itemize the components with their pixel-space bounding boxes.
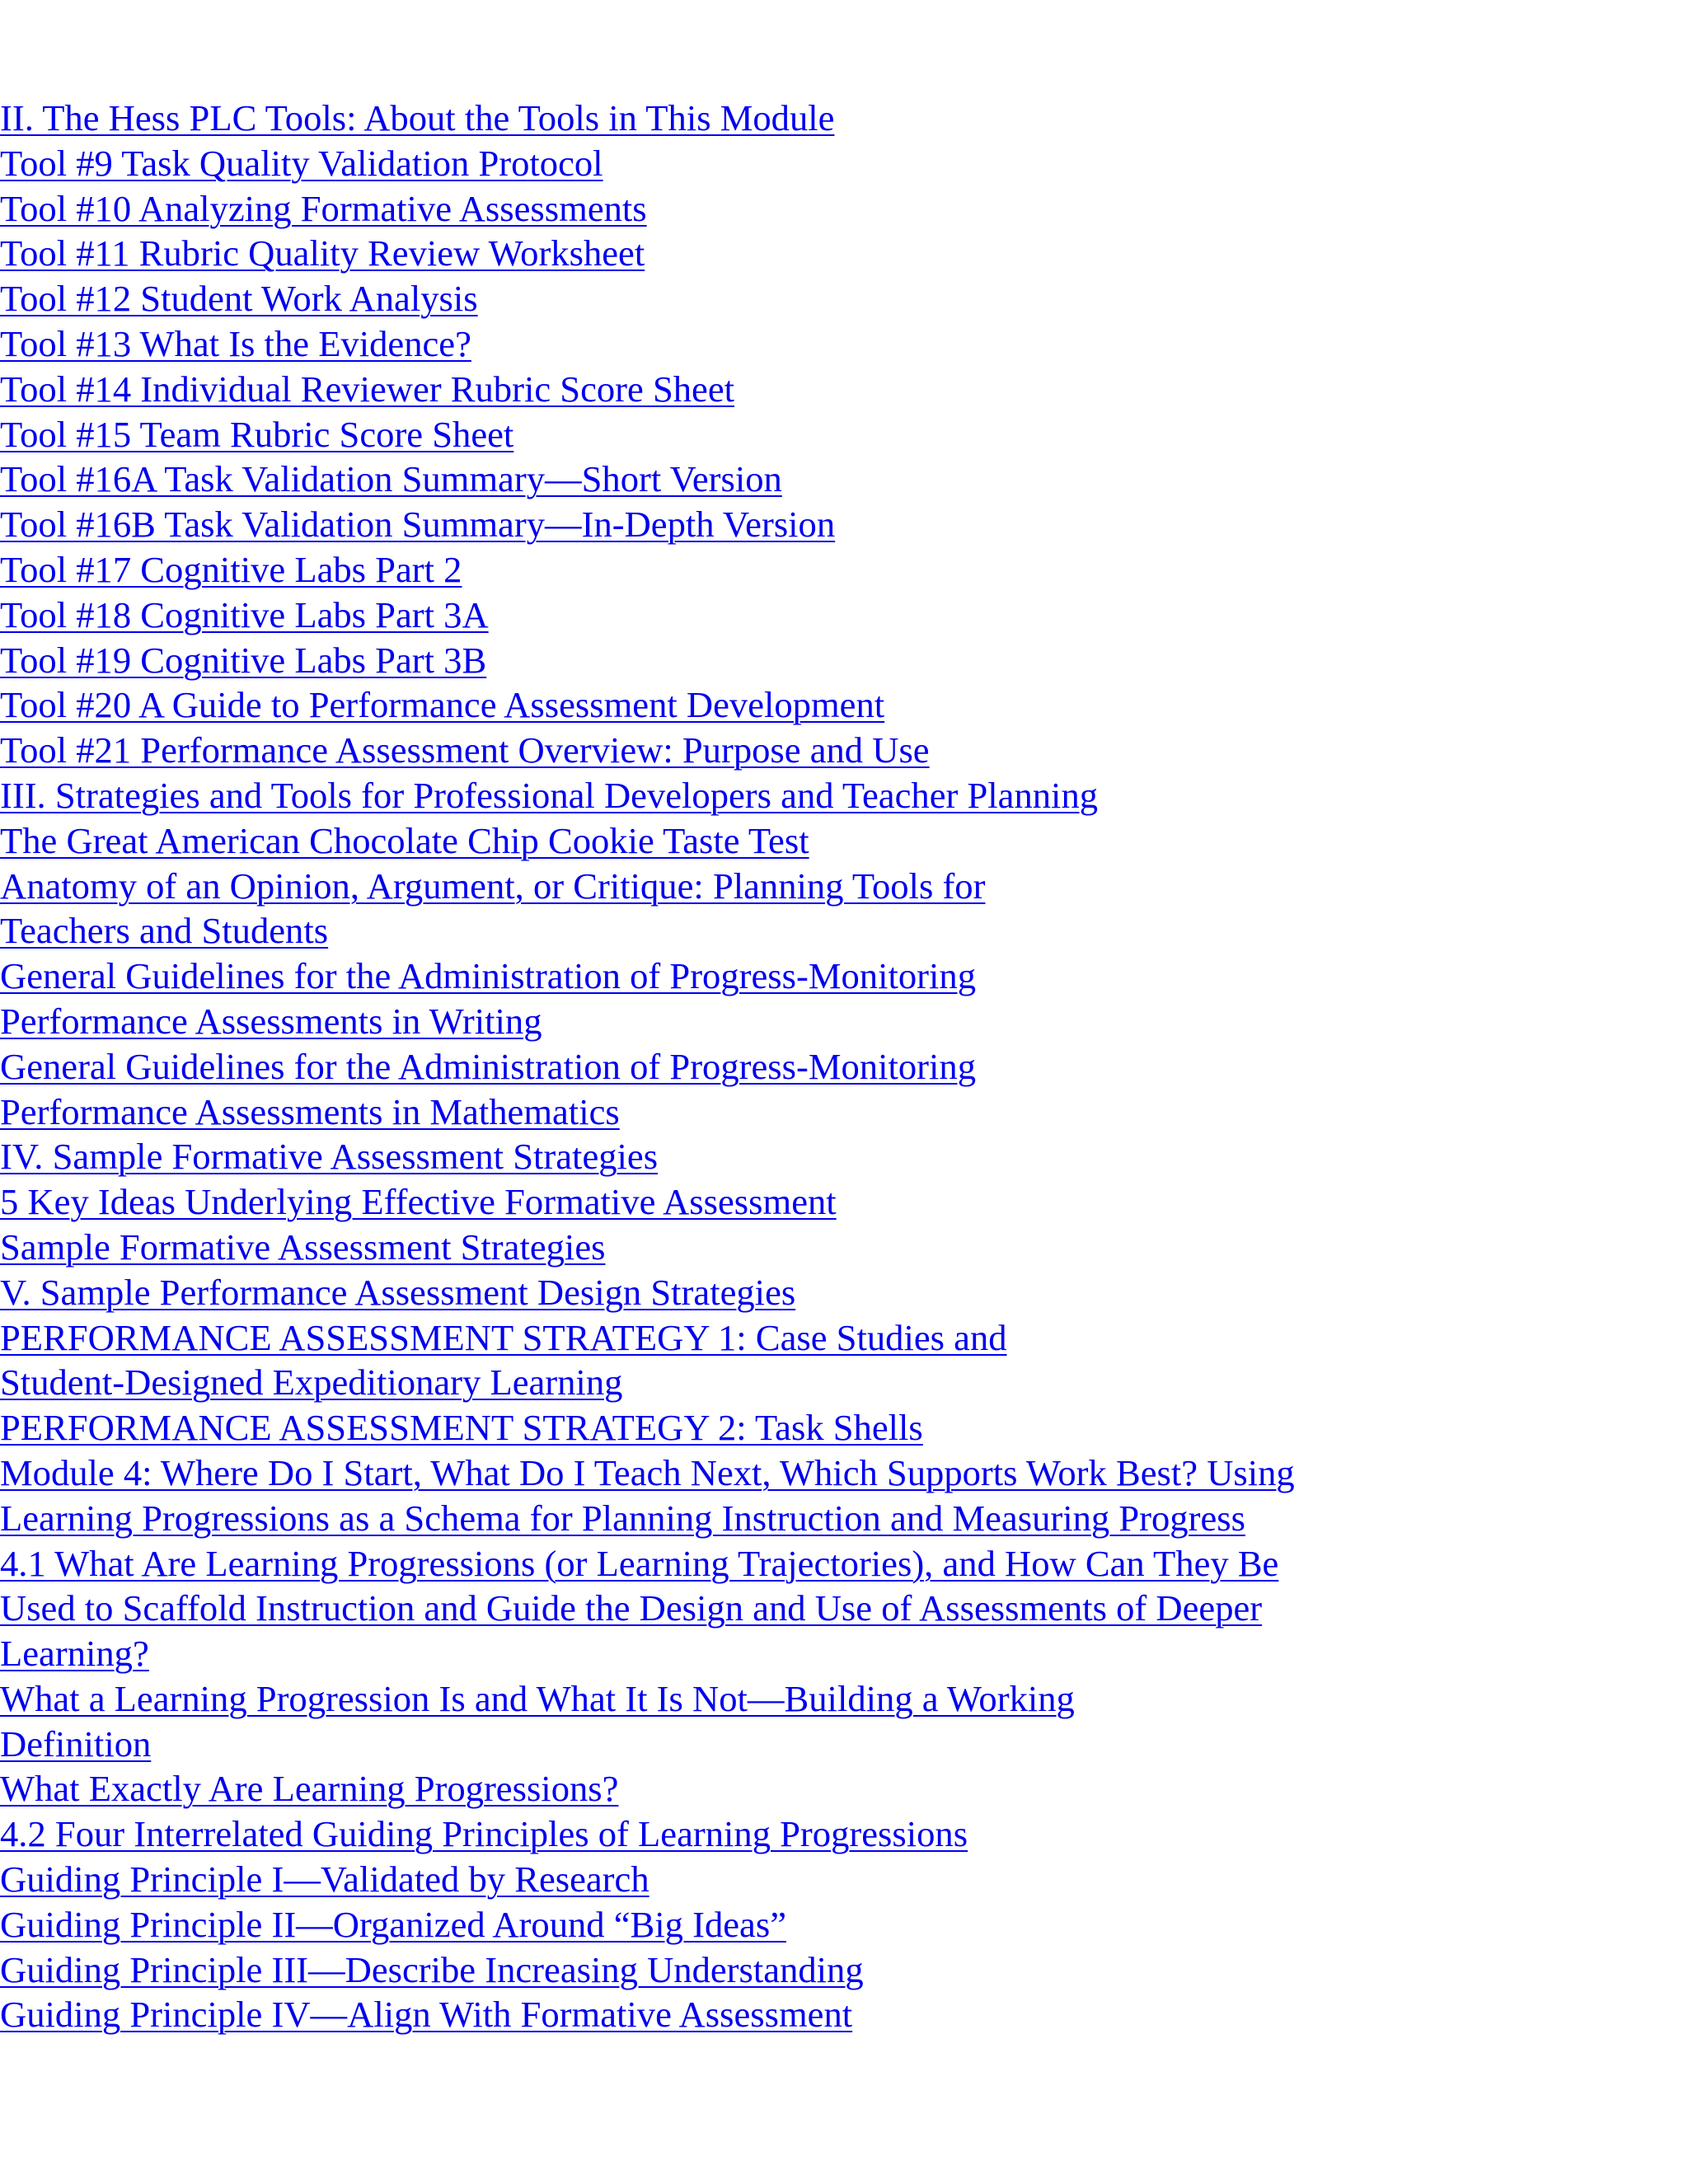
toc-entry bbox=[0, 1405, 1688, 1451]
toc-link[interactable]: Anatomy of an Opinion, Argument, or Critique: Planning Tools for Teachers and Students bbox=[0, 865, 986, 952]
toc-entry bbox=[0, 231, 1688, 276]
toc-entry bbox=[0, 412, 1688, 457]
toc-entry bbox=[0, 773, 1688, 818]
toc-link[interactable]: Guiding Principle IV—Align With Formative Assessment bbox=[0, 1994, 853, 2036]
toc-entry bbox=[0, 367, 1688, 412]
toc-link[interactable]: PERFORMANCE ASSESSMENT STRATEGY 2: Task Shells bbox=[0, 1407, 923, 1449]
toc-link[interactable]: Tool #15 Team Rubric Score Sheet bbox=[0, 413, 514, 455]
toc-link[interactable]: Tool #16B Task Validation Summary—In-Depth Version bbox=[0, 504, 836, 546]
toc-link[interactable]: Tool #17 Cognitive Labs Part 2 bbox=[0, 548, 462, 590]
toc-link[interactable]: Tool #12 Student Work Analysis bbox=[0, 278, 478, 320]
toc-link[interactable]: V. Sample Performance Assessment Design Strategies bbox=[0, 1271, 796, 1313]
toc-entry bbox=[0, 321, 1688, 367]
toc-link[interactable]: Tool #14 Individual Reviewer Rubric Score Sheet bbox=[0, 368, 735, 410]
toc-entry bbox=[0, 96, 1688, 141]
toc-entry bbox=[0, 1857, 1688, 1902]
toc-entry bbox=[0, 141, 1688, 186]
toc-entry bbox=[0, 818, 1688, 864]
toc-entry bbox=[0, 186, 1688, 232]
toc-entry bbox=[0, 1134, 1688, 1179]
toc-link[interactable]: II. The Hess PLC Tools: About the Tools in This Module bbox=[0, 97, 835, 138]
toc-link[interactable]: Tool #18 Cognitive Labs Part 3A bbox=[0, 593, 489, 635]
toc-entry bbox=[0, 638, 1688, 683]
toc-entry bbox=[0, 457, 1688, 502]
toc-entry bbox=[0, 1947, 1688, 1993]
toc-entry bbox=[0, 1992, 1688, 2037]
toc-link[interactable]: Guiding Principle III—Describe Increasing Understanding bbox=[0, 1948, 864, 1990]
toc-entry bbox=[0, 547, 1688, 593]
toc-entry bbox=[0, 864, 1688, 954]
toc-link[interactable]: What Exactly Are Learning Progressions? bbox=[0, 1768, 619, 1810]
toc-entry bbox=[0, 1270, 1688, 1315]
toc-link[interactable]: Tool #21 Performance Assessment Overview: Purpose and Use bbox=[0, 729, 930, 771]
table-of-contents bbox=[0, 96, 1688, 2037]
toc-link[interactable]: III. Strategies and Tools for Professional Developers and Teacher Planning bbox=[0, 774, 1099, 816]
toc-link[interactable]: Tool #11 Rubric Quality Review Worksheet bbox=[0, 232, 645, 274]
toc-entry bbox=[0, 1902, 1688, 1947]
toc-link[interactable]: 4.1 What Are Learning Progressions (or Learning Trajectories), and How Can They Be Used to Scaffold Instruction and Guide the Design and Use of Assessments of Deeper Learning? bbox=[0, 1542, 1279, 1675]
toc-entry bbox=[0, 1315, 1688, 1406]
toc-entry bbox=[0, 1766, 1688, 1811]
toc-link[interactable]: IV. Sample Formative Assessment Strategies bbox=[0, 1136, 659, 1178]
toc-link[interactable]: Guiding Principle II—Organized Around “Big Ideas” bbox=[0, 1903, 786, 1945]
toc-entry bbox=[0, 1044, 1688, 1135]
toc-entry bbox=[0, 1811, 1688, 1857]
toc-link[interactable]: The Great American Chocolate Chip Cookie Taste Test bbox=[0, 819, 809, 861]
toc-link[interactable]: Tool #10 Analyzing Formative Assessments bbox=[0, 187, 647, 229]
toc-link[interactable]: Tool #16A Task Validation Summary—Short Version bbox=[0, 458, 782, 500]
toc-entry bbox=[0, 1541, 1688, 1676]
toc-link[interactable]: Tool #19 Cognitive Labs Part 3B bbox=[0, 639, 487, 681]
toc-entry bbox=[0, 276, 1688, 321]
toc-entry bbox=[0, 1676, 1688, 1767]
toc-entry bbox=[0, 682, 1688, 728]
toc-link[interactable]: Module 4: Where Do I Start, What Do I Teach Next, Which Supports Work Best? Using Learning Progressions as a Schema for Planning Instruction and Measuring Progress bbox=[0, 1451, 1295, 1539]
toc-entry bbox=[0, 1451, 1688, 1541]
toc-entry bbox=[0, 593, 1688, 638]
toc-link[interactable]: 4.2 Four Interrelated Guiding Principles of Learning Progressions bbox=[0, 1813, 968, 1855]
toc-link[interactable]: Sample Formative Assessment Strategies bbox=[0, 1226, 606, 1268]
toc-link[interactable]: Tool #13 What Is the Evidence? bbox=[0, 322, 471, 364]
toc-link[interactable]: Tool #20 A Guide to Performance Assessment Development bbox=[0, 684, 885, 726]
toc-link[interactable]: General Guidelines for the Administration of Progress-Monitoring Performance Assessments in Writing bbox=[0, 955, 976, 1042]
toc-link[interactable]: 5 Key Ideas Underlying Effective Formative Assessment bbox=[0, 1181, 837, 1223]
toc-entry bbox=[0, 1225, 1688, 1270]
toc-entry bbox=[0, 1179, 1688, 1225]
toc-link[interactable]: PERFORMANCE ASSESSMENT STRATEGY 1: Case Studies and Student-Designed Expeditionary Learning bbox=[0, 1316, 1007, 1404]
toc-link[interactable]: General Guidelines for the Administration of Progress-Monitoring Performance Assessments in Mathematics bbox=[0, 1045, 976, 1132]
toc-link[interactable]: What a Learning Progression Is and What It Is Not—Building a Working Definition bbox=[0, 1677, 1075, 1765]
toc-entry bbox=[0, 728, 1688, 773]
toc-entry bbox=[0, 954, 1688, 1044]
toc-entry bbox=[0, 502, 1688, 547]
toc-link[interactable]: Tool #9 Task Quality Validation Protocol bbox=[0, 142, 603, 184]
toc-link[interactable]: Guiding Principle I—Validated by Research bbox=[0, 1858, 649, 1900]
